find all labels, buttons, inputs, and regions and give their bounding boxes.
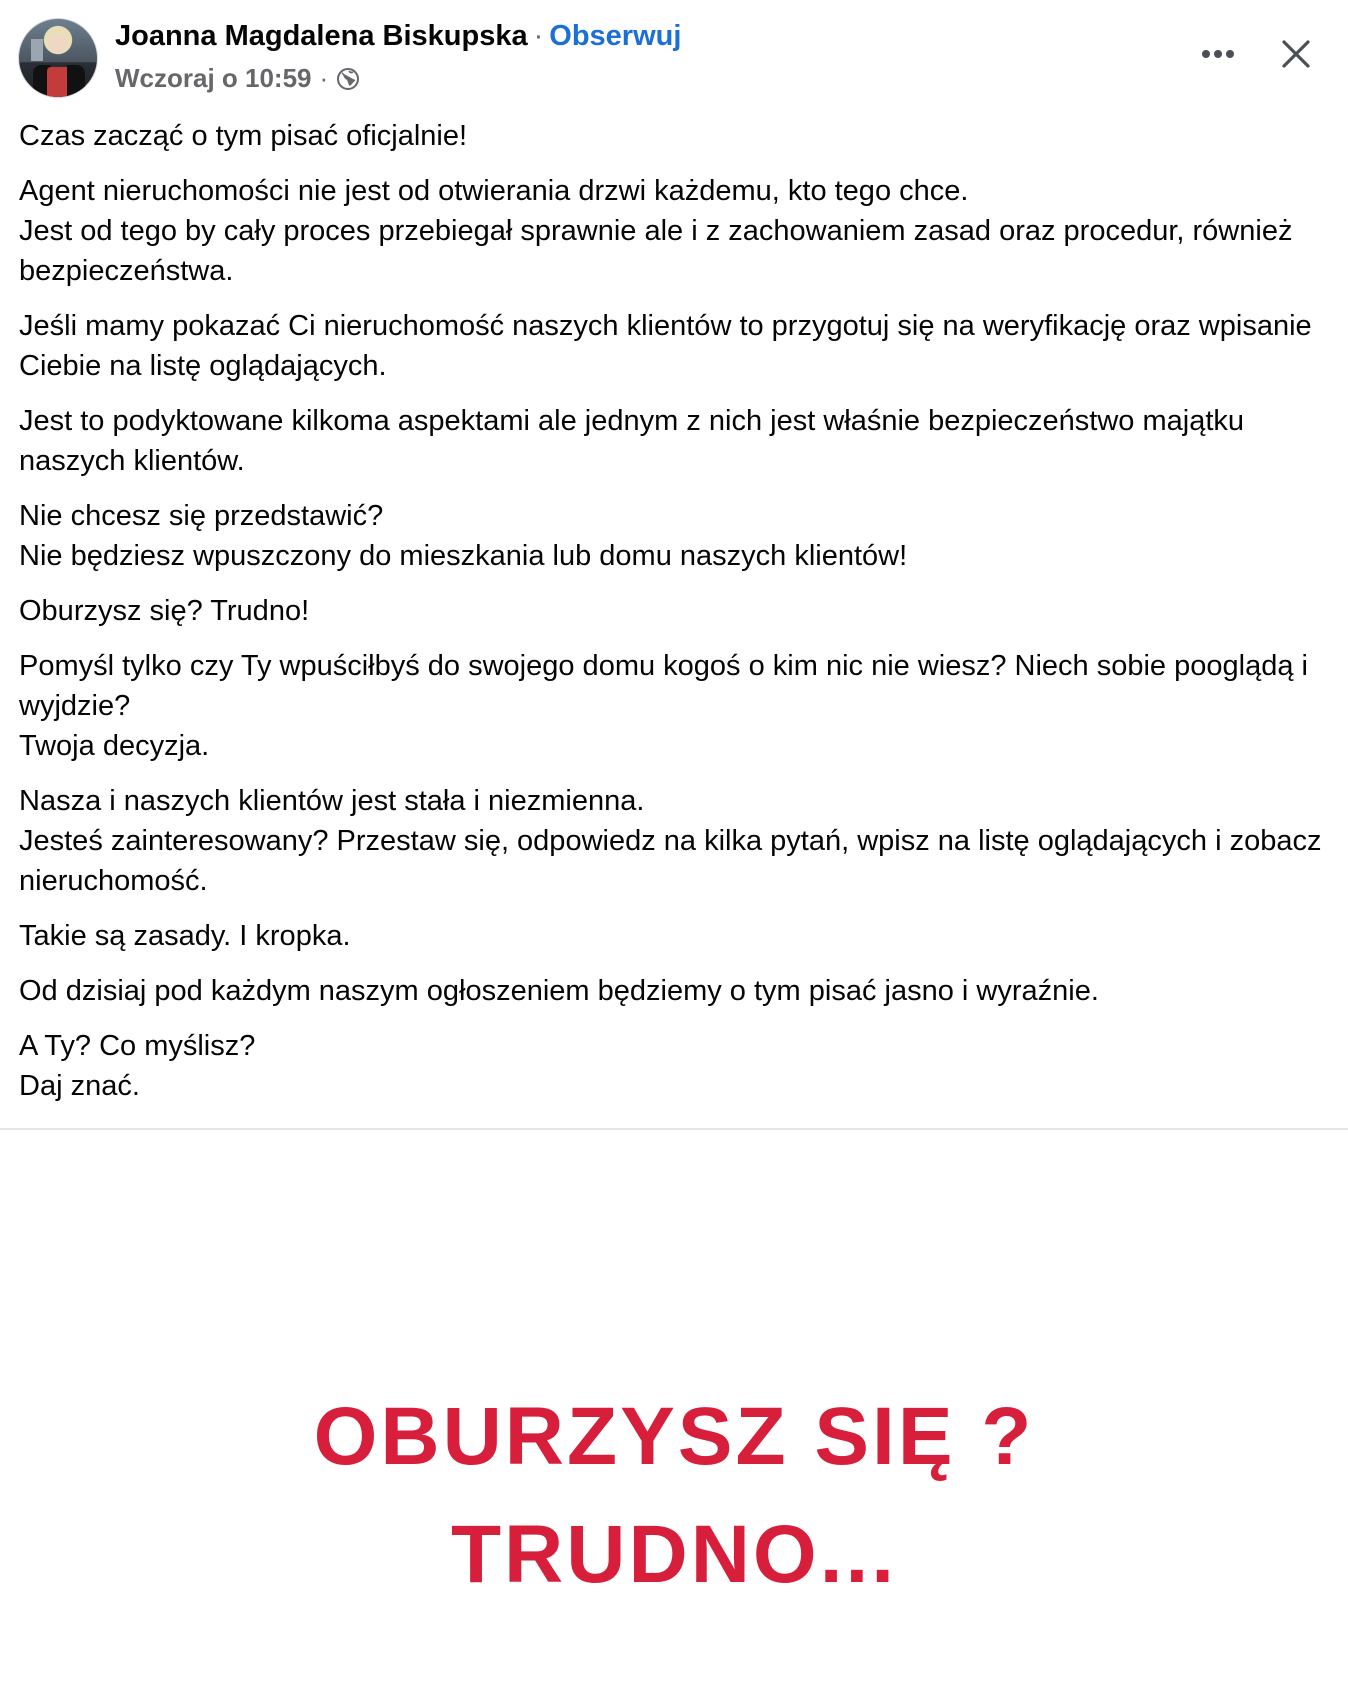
avatar-background-sign <box>31 39 43 61</box>
post-header <box>0 0 1348 110</box>
image-text-line-2: TRUDNO... <box>450 1509 898 1600</box>
post-paragraph: Nie chcesz się przedstawić? Nie będziesz wpuszczony do mieszkania lub domu naszych klientów! <box>19 500 908 572</box>
avatar-jacket-right <box>67 65 85 98</box>
more-options-button[interactable] <box>1196 36 1240 72</box>
post-timestamp[interactable]: Wczoraj o 10:59 <box>115 63 312 93</box>
post-paragraph: Oburzysz się? Trudno! <box>19 595 310 627</box>
author-line <box>115 20 681 53</box>
meta-separator: · <box>319 63 329 93</box>
post-image[interactable] <box>0 1130 1348 1698</box>
close-button[interactable] <box>1272 30 1320 78</box>
image-text-line-1: OBURZYSZ SIĘ ? <box>313 1391 1035 1482</box>
avatar[interactable] <box>18 18 98 98</box>
author-separator: · <box>533 20 544 52</box>
author-name[interactable]: Joanna Magdalena Biskupska <box>115 20 528 52</box>
post-paragraph: Agent nieruchomości nie jest od otwierania drzwi każdemu, kto tego chce. Jest od tego by cały proces przebiegał sprawnie ale i z zachowaniem zasad oraz procedur, również bezpieczeństwa. <box>19 175 1293 287</box>
follow-button[interactable]: Obserwuj <box>549 20 682 52</box>
post-paragraph: Nasza i naszych klientów jest stała i niezmienna. Jesteś zainteresowany? Przestaw się, odpowiedz na kilka pytań, wpisz na listę oglądających i zobacz nieruchomość. <box>19 785 1322 897</box>
post-paragraph: Od dzisiaj pod każdym naszym ogłoszeniem będziemy o tym pisać jasno i wyraźnie. <box>19 975 1099 1007</box>
post-paragraph: Czas zacząć o tym pisać oficjalnie! <box>19 120 468 152</box>
post-meta <box>115 63 360 94</box>
post-paragraph: Pomyśl tylko czy Ty wpuściłbyś do swojego domu kogoś o kim nic nie wiesz? Niech sobie pooglądą i wyjdzie? Twoja decyzja. <box>19 650 1308 762</box>
post-paragraph: Jest to podyktowane kilkoma aspektami ale jednym z nich jest właśnie bezpieczeństwo majątku naszych klientów. <box>19 405 1253 477</box>
post-paragraph: Takie są zasady. I kropka. <box>19 920 351 952</box>
more-horizontal-icon <box>1201 49 1235 59</box>
globe-icon[interactable] <box>336 67 360 91</box>
post-paragraph: Jeśli mamy pokazać Ci nieruchomość naszych klientów to przygotuj się na weryfikację oraz wpisanie Ciebie na listę oglądających. <box>19 310 1320 382</box>
close-icon <box>1281 39 1311 69</box>
post-paragraph: A Ty? Co myślisz? Daj znać. <box>19 1030 256 1102</box>
post-text <box>19 116 1329 1121</box>
